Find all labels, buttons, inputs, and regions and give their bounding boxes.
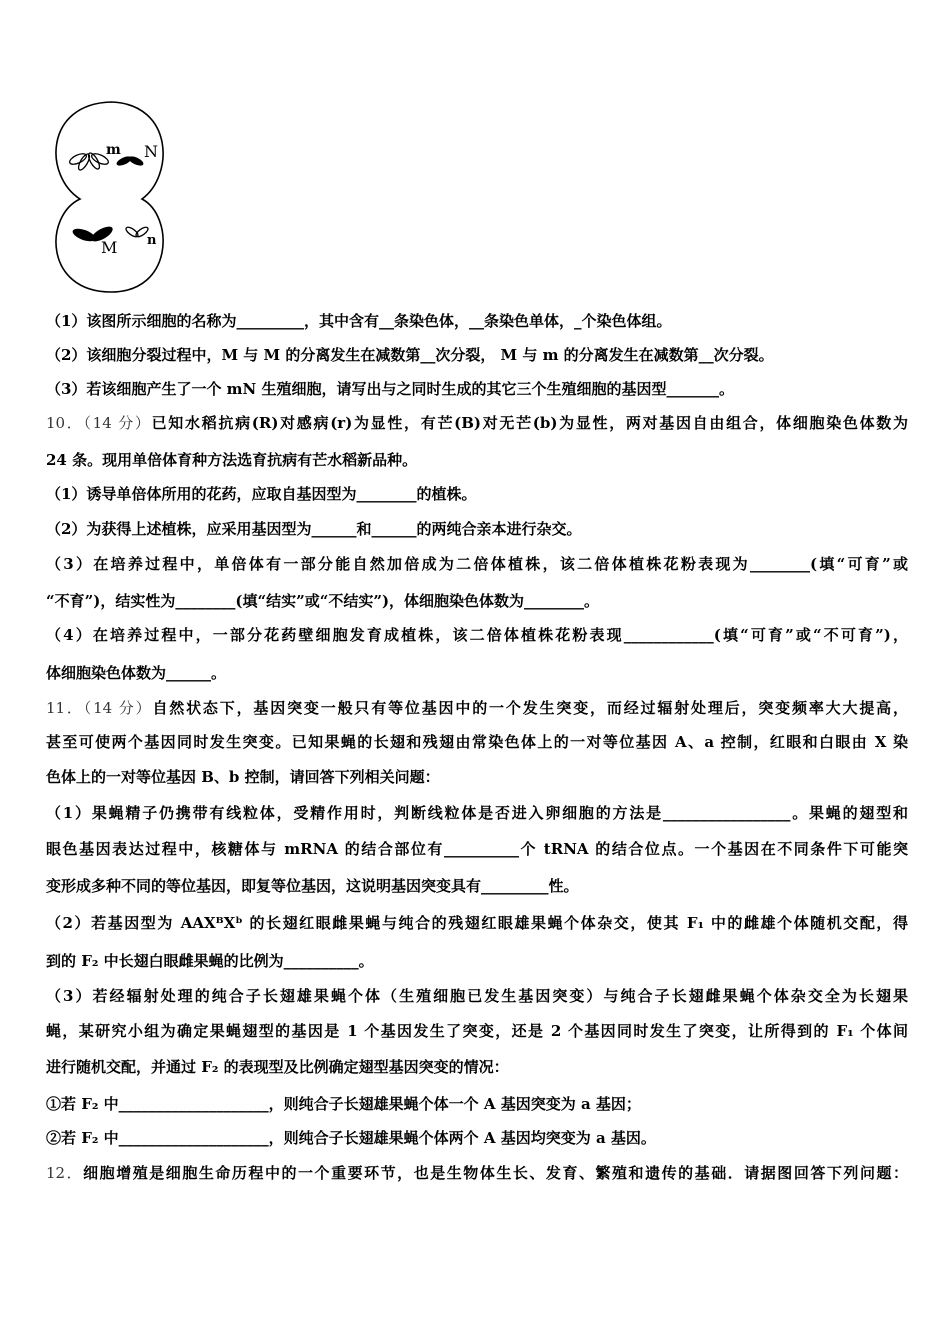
q11-number: 11．（14 分） <box>46 699 153 717</box>
label-m: m <box>106 142 121 158</box>
q11-part2-line1: （2）若基因型为 AAXᴮXᵇ 的长翅红眼雌果蝇与纯合的残翅红眼雄果蝇个体杂交，使其 F₁ 中的雌雄个体随机交配，得 <box>46 914 908 932</box>
q10-part3-line2: “不育”)，结实性为________(填“结实”或“不结实”)，体细胞染色体数为________。 <box>46 592 600 610</box>
q10-part4-line1: （4）在培养过程中，一部分花药壁细胞发育成植株，该二倍体植株花粉表现____________(填“可育”或“不可育”)， <box>46 626 908 644</box>
q11-intro-line3: 色体上的一对等位基因 B、b 控制，请回答下列相关问题： <box>46 768 440 786</box>
label-N: N <box>144 142 158 161</box>
q11-part1-line1: （1）果蝇精子仍携带有线粒体，受精作用时，判断线粒体是否进入卵细胞的方法是_________________。果蝇的翅型和 <box>46 804 908 822</box>
q11-intro-line1 <box>46 698 908 718</box>
q9-part1: （1）该图所示细胞的名称为_________，其中含有__条染色体，__条染色单体，_个染色体组。 <box>46 312 672 330</box>
q12-intro-text: 细胞增殖是细胞生命历程中的一个重要环节，也是生物体生长、发育、繁殖和遗传的基础．请据图回答下列问题： <box>83 1164 908 1182</box>
q10-intro-line1 <box>46 413 908 433</box>
chromosome-n <box>125 226 150 239</box>
q11-part3-line2: 蝇，某研究小组为确定果蝇翅型的基因是 1 个基因发生了突变，还是 2 个基因同时发生了突变，让所得到的 F₁ 个体间 <box>46 1022 908 1040</box>
q9-part3: （3）若该细胞产生了一个 mN 生殖细胞，请写出与之同时生成的其它三个生殖细胞的基因型_______。 <box>46 380 734 398</box>
chromosome-m <box>68 151 110 171</box>
q11-part2-line2: 到的 F₂ 中长翅白眼雌果蝇的比例为__________。 <box>46 952 374 970</box>
q11-part3-line1: （3）若经辐射处理的纯合子长翅雄果蝇个体（生殖细胞已发生基因突变）与纯合子长翅雌果蝇个体杂交全为长翅果 <box>46 987 908 1005</box>
q11-part1-line2: 眼色基因表达过程中，核糖体与 mRNA 的结合部位有__________个 tRNA 的结合位点。一个基因在不同条件下可能突 <box>46 840 908 858</box>
q10-part2: （2）为获得上述植株，应采用基因型为______和______的两纯合亲本进行杂交。 <box>46 520 582 538</box>
q11-case2: ②若 F₂ 中____________________，则纯合子长翅雄果蝇个体两个 A 基因均突变为 a 基因。 <box>46 1129 656 1147</box>
q11-case1: ①若 F₂ 中____________________，则纯合子长翅雄果蝇个体一个 A 基因突变为 a 基因； <box>46 1095 641 1113</box>
label-M: M <box>101 238 118 257</box>
cell-division-figure <box>44 96 179 296</box>
q10-part1: （1）诱导单倍体所用的花药，应取自基因型为________的植株。 <box>46 485 477 503</box>
q9-part2: （2）该细胞分裂过程中，M 与 M 的分离发生在减数第__次分裂， M 与 m 的分离发生在减数第__次分裂。 <box>46 346 774 364</box>
q11-intro-line2: 甚至可使两个基因同时发生突变。已知果蝇的长翅和残翅由常染色体上的一对等位基因 A、a 控制，红眼和白眼由 X 染 <box>46 733 908 751</box>
q12-number: 12． <box>46 1164 84 1182</box>
q11-part1-line3: 变形成多种不同的等位基因，即复等位基因，这说明基因突变具有_________性。 <box>46 877 579 895</box>
q10-part3-line1: （3）在培养过程中，单倍体有一部分能自然加倍成为二倍体植株，该二倍体植株花粉表现为________(填“可育”或 <box>46 555 908 573</box>
q10-intro-line2: 24 条。现用单倍体育种方法选育抗病有芒水稻新品种。 <box>46 451 418 469</box>
q10-number: 10．（14 分） <box>46 414 152 432</box>
q10-part4-line2: 体细胞染色体数为______。 <box>46 664 227 682</box>
q11-part3-line3: 进行随机交配，并通过 F₂ 的表现型及比例确定翅型基因突变的情况： <box>46 1058 509 1076</box>
label-n: n <box>147 233 157 248</box>
q12-intro <box>46 1163 908 1183</box>
q10-intro-text: 已知水稻抗病(R)对感病(r)为显性，有芒(B)对无芒(b)为显性，两对基因自由组合，体细胞染色体数为 <box>151 414 908 432</box>
q11-intro-text: 自然状态下，基因突变一般只有等位基因中的一个发生突变，而经过辐射处理后，突变频率大大提高， <box>152 699 908 717</box>
